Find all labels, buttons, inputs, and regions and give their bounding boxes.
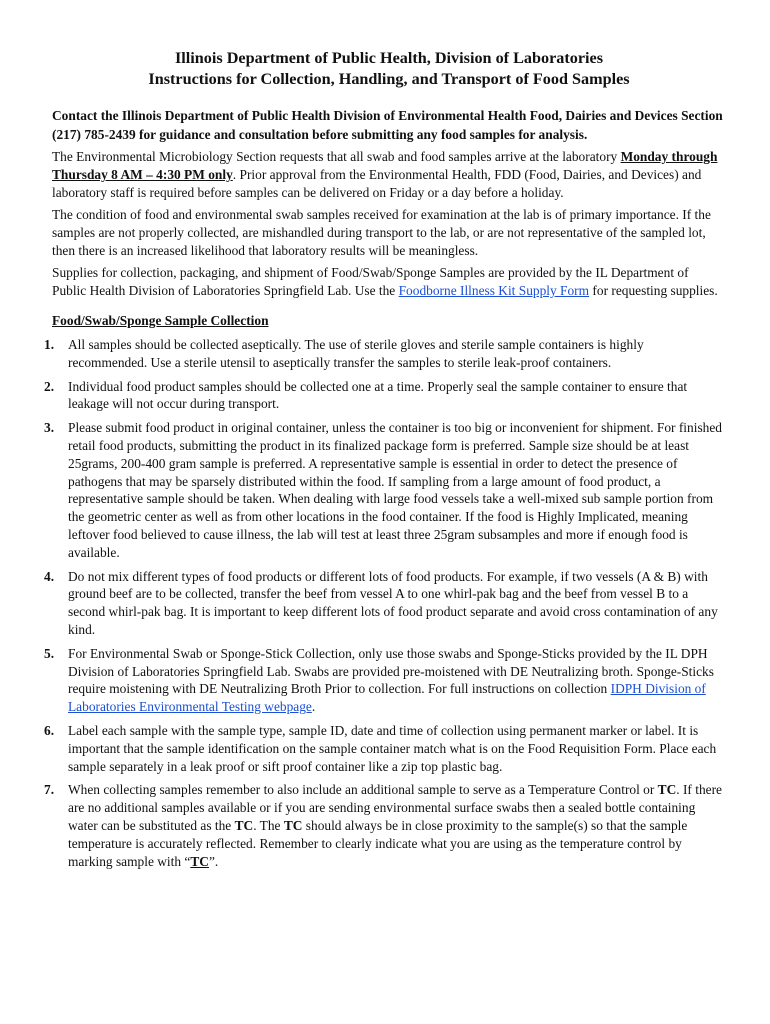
item-text-5: ”. <box>208 853 219 869</box>
list-item <box>44 645 726 716</box>
item-text: Label each sample with the sample type, sample ID, date and time of collection using permanent marker or label. It is important that the sample identification on the sample container match what is on the Food Requisition Form. Place each sample separately in a leak proof or sift proof container like a zip top plastic bag. <box>68 722 717 774</box>
tc-term: TC <box>234 817 254 833</box>
list-item <box>44 378 726 414</box>
list-item <box>44 568 726 639</box>
supplies-text-after: for requesting supplies. <box>589 283 718 298</box>
list-item <box>44 336 726 372</box>
list-item <box>44 419 726 561</box>
item-text-2: . If there are no additional samples available or if you are sending environmental surface swabs then a sealed bottle containing water can be substituted as the <box>68 782 723 833</box>
supplies-paragraph <box>52 264 726 300</box>
instruction-list <box>44 336 726 870</box>
item-text: Please submit food product in original container, unless the container is too big or inconvenient for shipment. For finished retail food products, submitting the product in its finalized package form is preferred. Sample size should be at least 25grams, 200-400 gram sample is preferred. A representative sample is essential in order to detect the presence of pathogens that may be sparsely distributed within the food. If sampling from a large amount of food product, a representative sample should be taken. When dealing with large food vessels take a well-mixed sub sample portion from the geometric center as well as from other locations in the food container. If the food is Highly Implicated, meaning leftover food believed to cause illness, the lab will test at least three 25gram subsamples and more if enough food is available. <box>68 420 722 560</box>
tc-term: TC <box>657 782 677 798</box>
condition-paragraph: The condition of food and environmental swab samples received for examination at the lab is of primary importance. If the samples are not properly collected, are mishandled during transport to the lab, or are not representative of the sampled lot, then there is an increased likelihood that laboratory results will be meaningless. <box>52 207 711 258</box>
schedule-hours: Monday through Thursday 8 AM – 4:30 PM only <box>52 149 718 182</box>
item-number: 2. <box>44 378 55 394</box>
item-number: 6. <box>44 722 55 738</box>
item-text: Do not mix different types of food products or different lots of food products. For example, if two vessels (A & B) with ground beef are to be collected, transfer the beef from vessel A to one whirl-pak bag and the beef from vessel B to a second whirl-pak bag. It is important to keep different lots of food product separate and avoid cross contamination of any kind. <box>68 568 718 637</box>
item-text-after: . <box>311 699 316 715</box>
item-text-4: should always be in close proximity to the sample(s) so that the sample temperature is accurately reflected. Remember to clearly indicate what you are using as the temperature control by marking sample with “ <box>68 817 688 869</box>
list-item <box>44 722 726 775</box>
supply-form-link[interactable]: Foodborne Illness Kit Supply Form <box>398 283 590 298</box>
item-number: 4. <box>44 568 55 584</box>
tc-term: TC <box>283 817 303 833</box>
schedule-text-before: The Environmental Microbiology Section requests that all swab and food samples arrive at the laboratory <box>52 149 621 164</box>
page-title-line1: Illinois Department of Public Health, Division of Laboratories <box>174 49 604 67</box>
item-number: 1. <box>44 337 55 352</box>
schedule-text-after: . Prior approval from the Environmental Health, FDD (Food, Dairies, and Devices) and laboratory staff is required before samples can be delivered on Friday or a day before a holiday. <box>52 167 702 200</box>
environmental-testing-link[interactable]: IDPH Division of Laboratories Environmental Testing webpage <box>68 681 706 715</box>
schedule-paragraph <box>52 148 726 202</box>
item-text: Individual food product samples should be collected one at a time. Properly seal the sample container to ensure that leakage will not occur during transport. <box>68 378 688 412</box>
supplies-text-before: Supplies for collection, packaging, and shipment of Food/Swab/Sponge Samples are provided by the IL Department of Public Health Division of Laboratories Springfield Lab. Use the <box>52 265 689 298</box>
item-number: 7. <box>44 782 55 798</box>
item-number: 5. <box>44 645 55 661</box>
item-text-1: When collecting samples remember to also include an additional sample to serve as a Temperature Control or <box>68 782 658 798</box>
item-number: 3. <box>44 420 55 436</box>
tc-term-underlined: TC <box>190 853 209 869</box>
section-heading: Food/Swab/Sponge Sample Collection <box>52 313 269 328</box>
item-text-before: For Environmental Swab or Sponge-Stick Collection, only use those swabs and Sponge-Sticks provided by the IL DPH Division of Laboratories Springfield Lab. Swabs are provided pre-moistened with DE Neutralizing broth. Sponge-Sticks require moistening with DE Neutralizing Broth Prior to collection. For full instructions on collection <box>68 645 714 697</box>
list-item <box>44 781 726 870</box>
page-title-line2: Instructions for Collection, Handling, and Transport of Food Samples <box>148 70 630 88</box>
item-text: All samples should be collected aseptically. The use of sterile gloves and sterile sample containers is highly recommended. Use a sterile utensil to aseptically transfer the samples to sterile leak-proof containers. <box>68 337 644 370</box>
item-text-3: . The <box>253 817 284 833</box>
contact-intro: Contact the Illinois Department of Public Health Division of Environmental Health Food, Dairies and Devices Section (217) 785-2439 for guidance and consultation before submitting any food samples for analysis. <box>52 108 723 142</box>
